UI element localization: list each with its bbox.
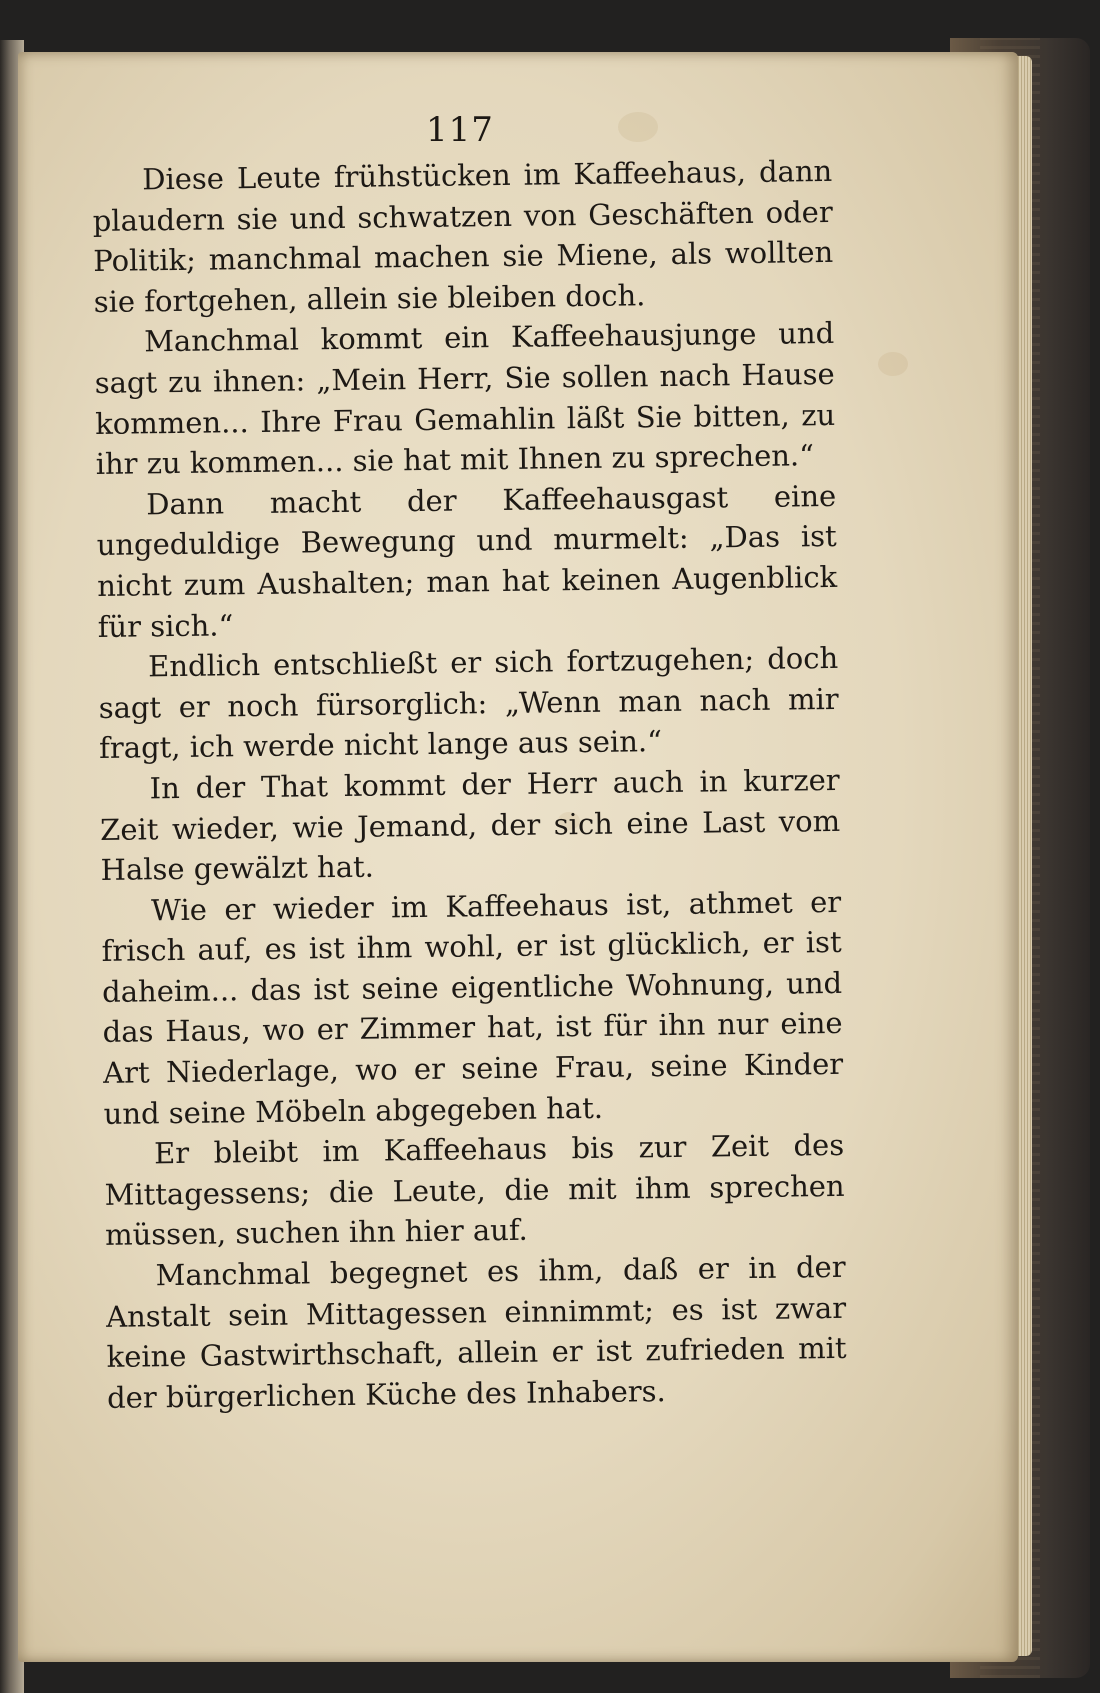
paragraph-6: Wie er wieder im Kaffeehaus ist, athmet er frisch auf, es ist ihm wohl, er ist glücklich, er ist daheim... das ist seine eigentliche Wohnung, und das Haus, wo er Zimmer hat, ist für ihn nur eine Art Niederlage, wo er seine Frau, seine Kinder und seine Möbeln abgegeben hat. — [101, 884, 844, 1131]
foxing-spot — [878, 352, 908, 376]
paragraph-2: Manchmal kommt ein Kaffeehausjunge und sagt zu ihnen: „Mein Herr, Sie sollen nach Hause kommen... Ihre Frau Gemahlin läßt Sie bitten, zu ihr zu kommen... sie hat mit Ihnen zu sprechen.“ — [94, 316, 836, 482]
paragraph-3: Dann macht der Kaffeehausgast eine ungeduldige Bewegung und murmelt: „Das ist nicht zum Aushalten; man hat keinen Augenblick für sich.“ — [96, 478, 838, 644]
page-number: 117 — [426, 110, 494, 150]
paragraph-7: Er bleibt im Kaffeehaus bis zur Zeit des Mittagessens; die Leute, die mit ihm sprechen müssen, suchen ihn hier auf. — [104, 1128, 845, 1253]
paragraph-1: Diese Leute frühstücken im Kaffeehaus, dann plaudern sie und schwatzen von Geschäften oder Politik; manchmal machen sie Miene, als wollten sie fortgehen, allein sie bleiben doch. — [92, 153, 834, 319]
paragraph-4: Endlich entschließt er sich fortzugehen; doch sagt er noch fürsorglich: „Wenn man nach mir fragt, ich werde nicht lange aus sein.“ — [98, 641, 839, 766]
page-text — [92, 151, 847, 1418]
paragraph-5: In der That kommt der Herr auch in kurzer Zeit wieder, wie Jemand, der sich eine Last vom Halse gewälzt hat. — [99, 762, 841, 888]
paragraph-8: Manchmal begegnet es ihm, daß er in der Anstalt sein Mittagessen einnimmt; es ist zwar keine Gastwirthschaft, allein er ist zufrieden mit der bürgerlichen Küche des Inhabers. — [105, 1249, 847, 1415]
